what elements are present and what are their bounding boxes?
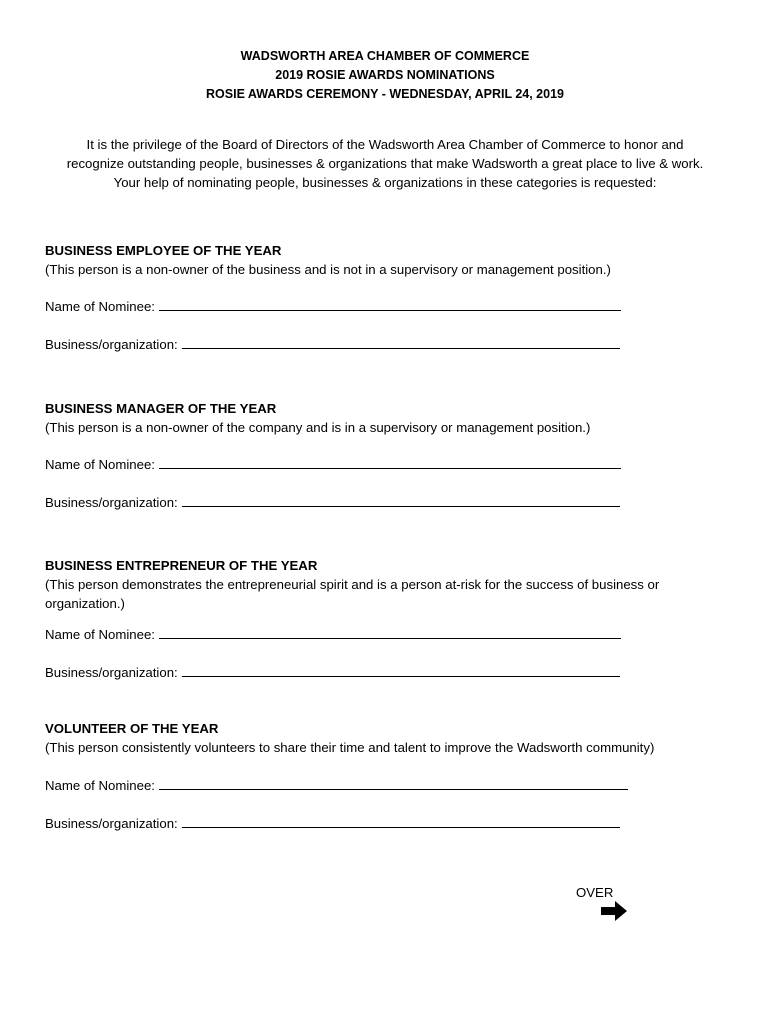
business-organization-input-line[interactable] xyxy=(182,814,620,828)
nominee-name-input-line[interactable] xyxy=(159,625,621,639)
nominee-name-field[interactable] xyxy=(45,455,621,474)
section-description: (This person is a non-owner of the business and is not in a supervisory or management position.) xyxy=(45,262,611,277)
nominee-name-field[interactable] xyxy=(45,297,621,316)
section-heading: BUSINESS ENTREPRENEUR OF THE YEAR xyxy=(45,558,318,573)
nominee-name-input-line[interactable] xyxy=(159,776,628,790)
right-arrow-icon xyxy=(600,900,628,922)
business-organization-field[interactable] xyxy=(45,814,620,833)
section-description: (This person consistently volunteers to share their time and talent to improve the Wadsworth community) xyxy=(45,740,655,755)
nominee-name-label: Name of Nominee: xyxy=(45,457,155,472)
business-organization-label: Business/organization: xyxy=(45,816,178,831)
intro-line: It is the privilege of the Board of Directors of the Wadsworth Area Chamber of Commerce to honor and xyxy=(86,137,684,152)
document-header xyxy=(0,47,770,104)
business-organization-field[interactable] xyxy=(45,335,620,354)
nominee-name-field[interactable] xyxy=(45,625,621,644)
business-organization-input-line[interactable] xyxy=(182,493,620,507)
section-business-manager xyxy=(45,399,735,510)
business-organization-label: Business/organization: xyxy=(45,337,178,352)
intro-line: Your help of nominating people, businesses & organizations in these categories is requested: xyxy=(113,175,657,190)
nominee-name-input-line[interactable] xyxy=(159,297,621,311)
nominee-name-label: Name of Nominee: xyxy=(45,778,155,793)
business-organization-field[interactable] xyxy=(45,493,620,512)
section-heading: BUSINESS MANAGER OF THE YEAR xyxy=(45,401,277,416)
business-organization-label: Business/organization: xyxy=(45,665,178,680)
section-description: (This person demonstrates the entrepreneurial spirit and is a person at-risk for the success of business or organization.) xyxy=(45,577,660,611)
section-business-employee xyxy=(45,241,735,352)
over-label: OVER xyxy=(576,885,614,900)
section-heading: BUSINESS EMPLOYEE OF THE YEAR xyxy=(45,243,282,258)
section-description: (This person is a non-owner of the company and is in a supervisory or management position.) xyxy=(45,420,591,435)
nominee-name-field[interactable] xyxy=(45,776,628,795)
nominee-name-label: Name of Nominee: xyxy=(45,627,155,642)
header-ceremony-date: ROSIE AWARDS CEREMONY - WEDNESDAY, APRIL 24, 2019 xyxy=(206,87,564,101)
business-organization-field[interactable] xyxy=(45,663,620,682)
header-awards-title: 2019 ROSIE AWARDS NOMINATIONS xyxy=(275,68,495,82)
header-organization: WADSWORTH AREA CHAMBER OF COMMERCE xyxy=(240,49,530,63)
nominee-name-input-line[interactable] xyxy=(159,455,621,469)
business-organization-label: Business/organization: xyxy=(45,495,178,510)
business-organization-input-line[interactable] xyxy=(182,335,620,349)
intro-line: recognize outstanding people, businesses & organizations that make Wadsworth a great place to live & work. xyxy=(66,156,704,171)
section-volunteer xyxy=(45,719,735,831)
intro-paragraph xyxy=(30,135,740,192)
business-organization-input-line[interactable] xyxy=(182,663,620,677)
nominee-name-label: Name of Nominee: xyxy=(45,299,155,314)
section-business-entrepreneur xyxy=(45,556,735,680)
section-heading: VOLUNTEER OF THE YEAR xyxy=(45,721,219,736)
